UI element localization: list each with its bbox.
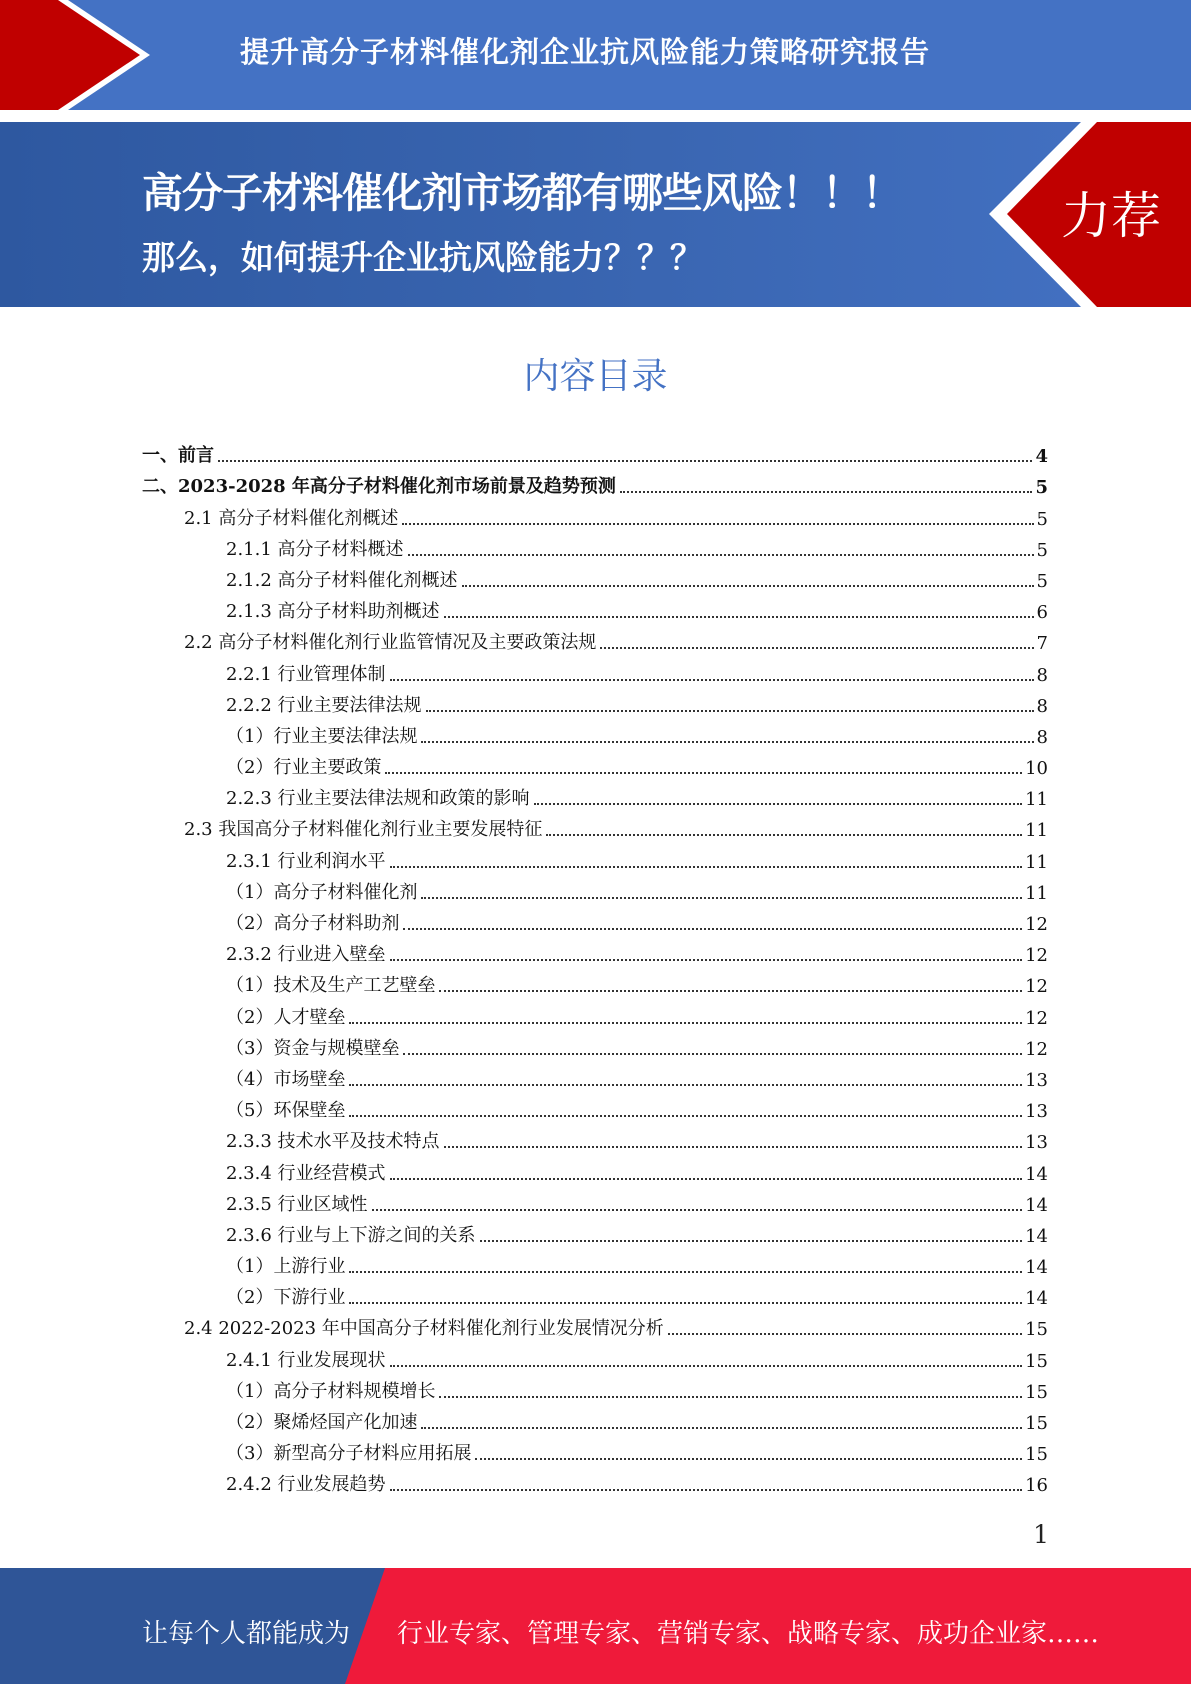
toc-entry[interactable] (142, 1340, 1048, 1371)
toc-entry-page: 4 (1035, 446, 1048, 468)
toc-entry[interactable] (142, 1278, 1048, 1309)
toc-entry-label: 2.3.2 行业进入壁垒 (226, 944, 386, 966)
toc-list (142, 436, 1048, 1496)
toc-entry-page: 11 (1025, 789, 1048, 811)
toc-dot-leader (390, 959, 1023, 961)
toc-entry-page: 12 (1025, 914, 1048, 935)
toc-entry-label: 2.4.2 行业发展趋势 (226, 1474, 386, 1496)
toc-entry-page: 11 (1025, 882, 1048, 904)
toc-dot-leader (372, 1209, 1023, 1211)
toc-entry-label: （3）资金与规模壁垒 (226, 1037, 400, 1059)
toc-dot-leader (349, 1084, 1022, 1086)
toc-dot-leader (403, 1053, 1022, 1055)
toc-entry-page: 11 (1025, 851, 1048, 873)
toc-entry[interactable] (142, 779, 1048, 810)
toc-dot-leader (390, 1489, 1023, 1491)
toc-dot-leader (600, 647, 1033, 649)
toc-entry[interactable] (142, 997, 1048, 1028)
toc-entry-label: （2）人才壁垒 (226, 1006, 346, 1028)
toc-dot-leader (444, 1146, 1023, 1148)
toc-entry[interactable] (142, 935, 1048, 966)
toc-dot-leader (390, 679, 1034, 681)
toc-entry-label: （2）行业主要政策 (226, 757, 382, 779)
toc-entry-page: 15 (1025, 1350, 1048, 1372)
toc-entry-label: 2.4.1 行业发展现状 (226, 1349, 386, 1371)
toc-entry-label: （1）上游行业 (226, 1256, 346, 1278)
toc-entry-page: 5 (1036, 508, 1048, 530)
toc-entry[interactable] (142, 498, 1048, 529)
toc-entry-label: 2.3 我国高分子材料催化剂行业主要发展特征 (184, 819, 543, 841)
toc-dot-leader (444, 616, 1034, 618)
toc-dot-leader (421, 741, 1033, 743)
toc-entry-page: 5 (1035, 477, 1048, 499)
toc-entry-page: 13 (1025, 1132, 1048, 1154)
toc-entry-label: （2）高分子材料助剂 (226, 913, 400, 934)
toc-entry[interactable] (142, 1185, 1048, 1216)
toc-entry-label: 2.2 高分子材料催化剂行业监管情况及主要政策法规 (184, 632, 597, 654)
toc-entry-label: （4）市场壁垒 (226, 1068, 346, 1090)
toc-dot-leader (620, 491, 1033, 493)
toc-entry-page: 8 (1036, 664, 1048, 686)
toc-dot-leader (421, 897, 1022, 899)
recommend-badge: 力荐 (1061, 187, 1161, 245)
toc-entry-page: 8 (1036, 726, 1048, 748)
toc-dot-leader (439, 990, 1022, 992)
toc-title: 内容目录 (523, 356, 668, 397)
toc-entry-page: 10 (1025, 758, 1048, 780)
toc-entry[interactable] (142, 623, 1048, 654)
toc-entry-page: 15 (1025, 1319, 1048, 1341)
toc-dot-leader (349, 1271, 1022, 1273)
toc-entry[interactable] (142, 1403, 1048, 1434)
toc-entry[interactable] (142, 686, 1048, 717)
toc-dot-leader (426, 710, 1034, 712)
toc-entry-page: 16 (1025, 1475, 1048, 1497)
toc-dot-leader (480, 1240, 1023, 1242)
toc-entry-label: 2.2.2 行业主要法律法规 (226, 694, 422, 716)
toc-dot-leader (462, 585, 1034, 587)
toc-dot-leader (534, 803, 1023, 805)
toc-entry-page: 5 (1036, 570, 1048, 592)
toc-dot-leader (408, 554, 1034, 556)
toc-entry-page: 15 (1025, 1413, 1048, 1434)
toc-entry[interactable] (142, 841, 1048, 872)
toc-entry[interactable] (142, 530, 1048, 561)
red-chevron-decoration (0, 0, 160, 110)
toc-entry-page: 14 (1025, 1288, 1048, 1310)
toc-entry[interactable] (142, 1434, 1048, 1465)
toc-entry-page: 6 (1036, 602, 1048, 624)
toc-entry-page: 14 (1025, 1225, 1048, 1247)
footer-slogan-left: 让每个人都能成为 (142, 1619, 351, 1649)
banner-headline: 高分子材料催化剂市场都有哪些风险！！！ (142, 169, 902, 217)
toc-entry[interactable] (142, 1465, 1048, 1496)
toc-entry[interactable] (142, 904, 1048, 935)
toc-dot-leader (390, 1178, 1023, 1180)
toc-entry-label: 2.1.3 高分子材料助剂概述 (226, 601, 440, 623)
toc-entry-page: 12 (1025, 976, 1048, 998)
toc-entry[interactable] (142, 436, 1048, 467)
toc-entry-page: 14 (1025, 1163, 1048, 1185)
toc-entry-label: 2.3.6 行业与上下游之间的关系 (226, 1224, 476, 1246)
toc-entry-label: 2.1.2 高分子材料催化剂概述 (226, 569, 458, 591)
toc-dot-leader (403, 928, 1022, 930)
toc-entry[interactable] (142, 1247, 1048, 1278)
toc-entry-page: 15 (1025, 1381, 1048, 1403)
toc-entry-label: 一、前言 (142, 445, 214, 467)
toc-entry-page: 5 (1036, 539, 1048, 561)
toc-entry-label: 2.3.4 行业经营模式 (226, 1162, 386, 1184)
toc-dot-leader (402, 523, 1033, 525)
toc-entry-page: 12 (1025, 1007, 1048, 1029)
toc-entry-page: 7 (1036, 633, 1048, 655)
toc-entry-label: （2）下游行业 (226, 1287, 346, 1309)
toc-entry-label: 二、2023-2028 年高分子材料催化剂市场前景及趋势预测 (142, 476, 616, 498)
toc-entry-page: 12 (1025, 945, 1048, 967)
toc-entry-page: 14 (1025, 1194, 1048, 1216)
toc-entry-page: 14 (1025, 1257, 1048, 1279)
toc-dot-leader (421, 1427, 1022, 1429)
toc-entry[interactable] (142, 1122, 1048, 1153)
toc-entry[interactable] (142, 1153, 1048, 1184)
toc-entry-page: 15 (1025, 1444, 1048, 1466)
toc-entry[interactable] (142, 1091, 1048, 1122)
toc-entry[interactable] (142, 873, 1048, 904)
toc-entry[interactable] (142, 748, 1048, 779)
toc-dot-leader (390, 866, 1023, 868)
toc-entry[interactable] (142, 592, 1048, 623)
toc-dot-leader (668, 1333, 1022, 1335)
toc-dot-leader (385, 772, 1022, 774)
toc-entry[interactable] (142, 467, 1048, 498)
toc-dot-leader (439, 1396, 1022, 1398)
toc-entry[interactable] (142, 810, 1048, 841)
toc-dot-leader (390, 1365, 1023, 1367)
toc-dot-leader (218, 460, 1032, 462)
toc-entry-label: 2.1.1 高分子材料概述 (226, 538, 404, 560)
toc-entry[interactable] (142, 1309, 1048, 1340)
toc-entry-page: 8 (1036, 695, 1048, 717)
report-title: 提升高分子材料催化剂企业抗风险能力策略研究报告 (240, 35, 931, 69)
toc-entry-label: 2.3.5 行业区域性 (226, 1193, 368, 1215)
toc-entry-label: （2）聚烯烃国产化加速 (226, 1412, 418, 1433)
toc-dot-leader (546, 834, 1022, 836)
toc-dot-leader (349, 1302, 1022, 1304)
toc-entry-page: 11 (1025, 820, 1048, 842)
toc-dot-leader (349, 1022, 1022, 1024)
toc-entry-label: 2.3.1 行业利润水平 (226, 850, 386, 872)
toc-entry-label: （3）新型高分子材料应用拓展 (226, 1443, 472, 1465)
toc-dot-leader (475, 1458, 1022, 1460)
toc-entry[interactable] (142, 1372, 1048, 1403)
banner-subheadline: 那么，如何提升企业抗风险能力？？？ (142, 238, 703, 277)
toc-entry-label: （1）高分子材料催化剂 (226, 881, 418, 903)
toc-entry-label: （5）环保壁垒 (226, 1100, 346, 1122)
toc-entry-page: 12 (1025, 1038, 1048, 1060)
page-number: 1 (1033, 1520, 1049, 1549)
toc-entry[interactable] (142, 561, 1048, 592)
toc-entry-label: 2.2.1 行业管理体制 (226, 663, 386, 685)
toc-entry-label: 2.2.3 行业主要法律法规和政策的影响 (226, 788, 530, 810)
toc-entry-label: （1）技术及生产工艺壁垒 (226, 975, 436, 997)
toc-entry[interactable] (142, 1216, 1048, 1247)
toc-entry[interactable] (142, 717, 1048, 748)
toc-entry-label: 2.3.3 技术水平及技术特点 (226, 1131, 440, 1153)
toc-entry[interactable] (142, 1060, 1048, 1091)
toc-entry-label: （1）高分子材料规模增长 (226, 1380, 436, 1402)
toc-entry-label: 2.4 2022-2023 年中国高分子材料催化剂行业发展情况分析 (184, 1318, 664, 1340)
toc-entry-label: （1）行业主要法律法规 (226, 725, 418, 747)
toc-entry-page: 13 (1025, 1069, 1048, 1091)
toc-entry-page: 13 (1025, 1101, 1048, 1123)
toc-entry-label: 2.1 高分子材料催化剂概述 (184, 507, 399, 529)
footer-slogan-right: 行业专家、管理专家、营销专家、战略专家、成功企业家…… (397, 1619, 1100, 1649)
main-banner (0, 122, 1191, 307)
toc-entry[interactable] (142, 1029, 1048, 1060)
toc-entry[interactable] (142, 654, 1048, 685)
toc-dot-leader (349, 1115, 1022, 1117)
toc-entry[interactable] (142, 966, 1048, 997)
top-header-band (0, 0, 1191, 110)
